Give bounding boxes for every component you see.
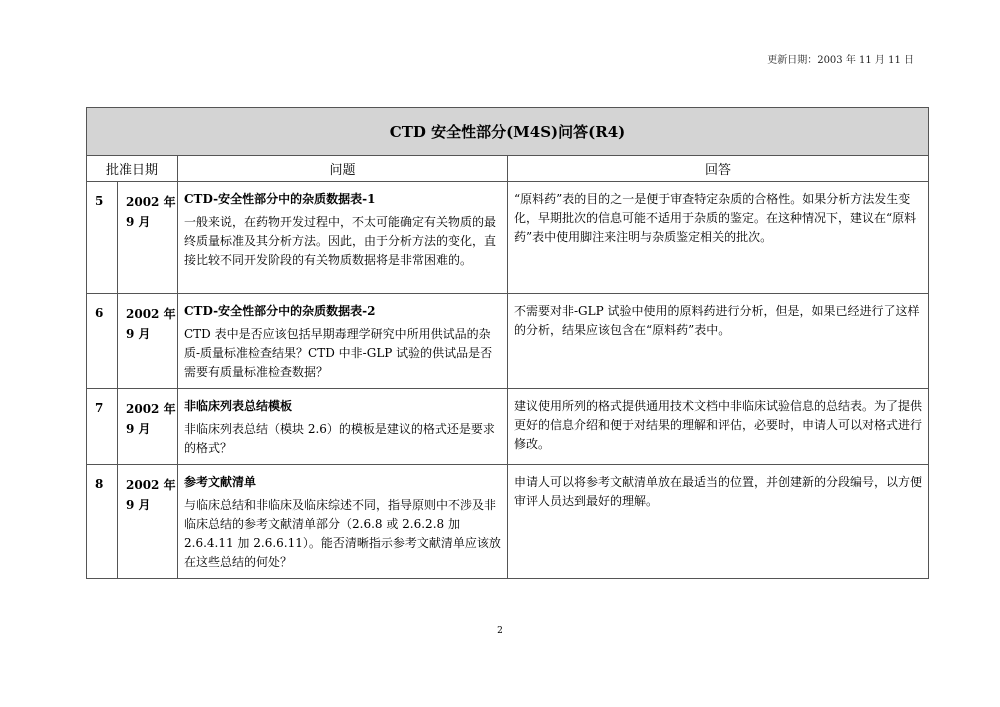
question-cell xyxy=(178,294,508,389)
approval-year: 2002 年 xyxy=(126,402,176,416)
approval-year: 2002 年 xyxy=(126,478,176,492)
table-row xyxy=(87,294,929,389)
question-body: CTD 表中是否应该包括早期毒理学研究中所用供试品的杂质-质量标准检查结果？CTD 中非-GLP 试验的供试品是否需要有质量标准检查数据？ xyxy=(184,327,493,379)
question-body: 一般来说，在药物开发过程中，不太可能确定有关物质的最终质量标准及其分析方法。因此，由于分析方法的变化，直接比较不同开发阶段的有关物质数据将是非常困难的。 xyxy=(184,215,497,267)
answer-cell: 不需要对非-GLP 试验中使用的原料药进行分析，但是，如果已经进行了这样的分析，结果应该包含在“原料药”表中。 xyxy=(508,294,929,389)
question-cell xyxy=(178,465,508,579)
approval-month: 9 月 xyxy=(126,422,151,436)
answer-cell: “原料药”表的目的之一是便于审查特定杂质的合格性。如果分析方法发生变化，早期批次的信息可能不适用于杂质的鉴定。在这种情况下，建议在“原料药”表中使用脚注来注明与杂质鉴定相关的批次。 xyxy=(508,182,929,294)
question-title: CTD-安全性部分中的杂质数据表-1 xyxy=(184,192,376,206)
question-title: CTD-安全性部分中的杂质数据表-2 xyxy=(184,304,376,318)
table-title: CTD 安全性部分(M4S)问答(R4) xyxy=(87,108,929,156)
question-body: 非临床列表总结（模块 2.6）的模板是建议的格式还是要求的格式？ xyxy=(184,422,495,455)
row-number: 6 xyxy=(87,294,118,389)
question-body: 与临床总结和非临床及临床综述不同，指导原则中不涉及非临床总结的参考文献清单部分（2.6.8 或 2.6.2.8 加 2.6.4.11 加 2.6.6.11）。能否清晰指示参考文献清单应该放在这些总结的何处？ xyxy=(184,498,501,569)
table-title-row xyxy=(87,108,929,156)
qa-table xyxy=(86,107,929,579)
column-header-answer: 回答 xyxy=(508,156,929,182)
table-row xyxy=(87,465,929,579)
answer-cell: 申请人可以将参考文献清单放在最适当的位置，并创建新的分段编号，以方便审评人员达到最好的理解。 xyxy=(508,465,929,579)
approval-year: 2002 年 xyxy=(126,307,176,321)
row-number: 8 xyxy=(87,465,118,579)
table-row xyxy=(87,389,929,465)
question-cell xyxy=(178,182,508,294)
table-header-row xyxy=(87,156,929,182)
row-number: 5 xyxy=(87,182,118,294)
approval-date xyxy=(118,294,178,389)
question-cell xyxy=(178,389,508,465)
approval-year: 2002 年 xyxy=(126,195,176,209)
column-header-date: 批准日期 xyxy=(87,156,178,182)
approval-month: 9 月 xyxy=(126,327,151,341)
question-title: 非临床列表总结模板 xyxy=(184,399,293,413)
update-date: 更新日期：2003 年 11 月 11 日 xyxy=(767,55,914,66)
approval-month: 9 月 xyxy=(126,498,151,512)
table-row xyxy=(87,182,929,294)
answer-cell: 建议使用所列的格式提供通用技术文档中非临床试验信息的总结表。为了提供更好的信息介绍和便于对结果的理解和评估，必要时，申请人可以对格式进行修改。 xyxy=(508,389,929,465)
approval-date xyxy=(118,182,178,294)
approval-date xyxy=(118,389,178,465)
approval-month: 9 月 xyxy=(126,215,151,229)
row-number: 7 xyxy=(87,389,118,465)
approval-date xyxy=(118,465,178,579)
question-title: 参考文献清单 xyxy=(184,475,257,489)
column-header-question: 问题 xyxy=(178,156,508,182)
page-number: 2 xyxy=(497,626,503,636)
